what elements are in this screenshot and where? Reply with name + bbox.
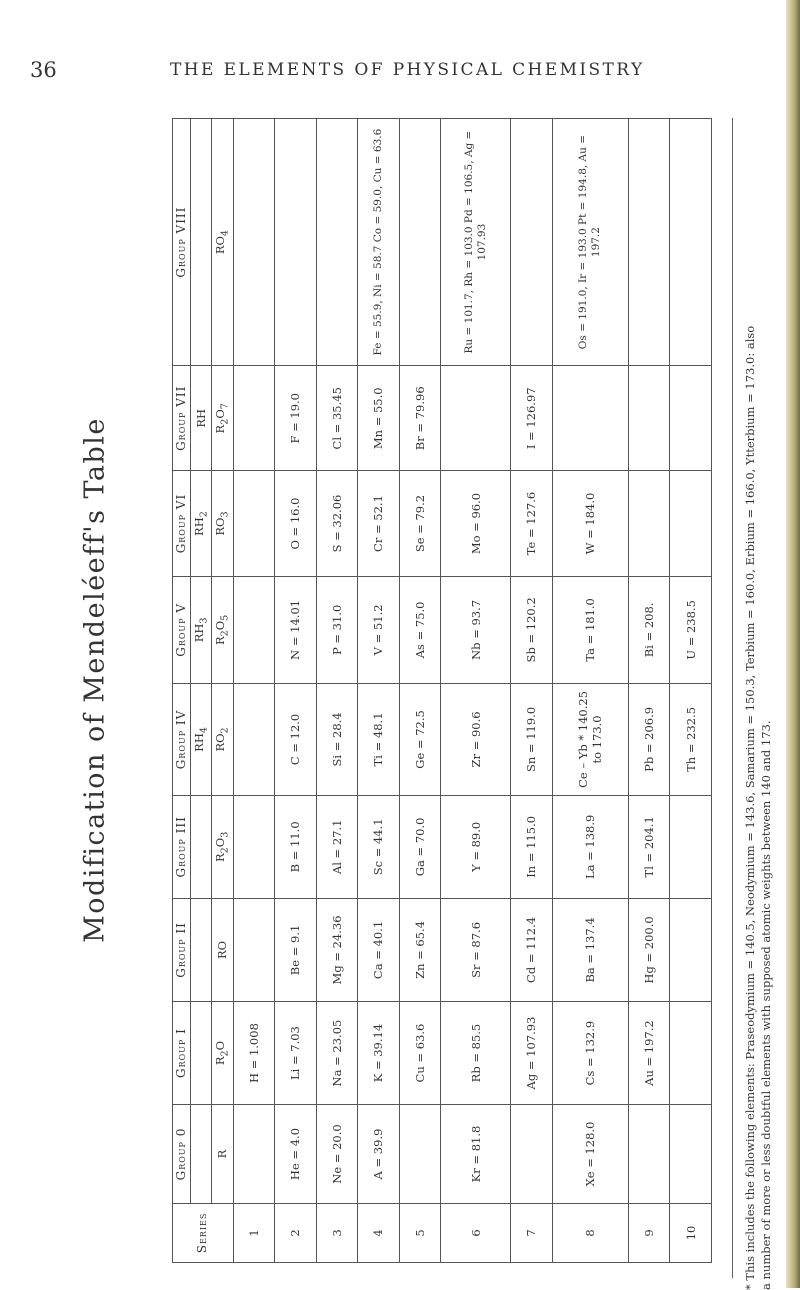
table-row — [399, 119, 441, 1263]
element-cell: Be = 9.1 — [275, 898, 317, 1001]
element-cell: H = 1.008 — [233, 1002, 275, 1105]
element-cell: Bi = 208. — [628, 576, 670, 683]
element-cell: Ti = 48.1 — [358, 684, 400, 796]
table-row — [670, 119, 712, 1263]
element-cell — [670, 119, 712, 366]
element-cell: K = 39.14 — [358, 1002, 400, 1105]
hydride-formula-4: $RH_4$ — [191, 684, 212, 796]
element-cell — [233, 366, 275, 471]
series-number: 1 — [233, 1203, 275, 1262]
element-cell: Ce – Yb * 140.25 to 173.0 — [552, 684, 628, 796]
element-cell — [552, 366, 628, 471]
element-cell: Hg = 200.0 — [628, 898, 670, 1001]
element-cell: Ca = 40.1 — [358, 898, 400, 1001]
series-number: 4 — [358, 1203, 400, 1262]
element-cell: Ag = 107.93 — [511, 1002, 553, 1105]
element-cell: Cu = 63.6 — [399, 1002, 441, 1105]
group-header-6: Group VI — [173, 471, 191, 576]
element-cell: F = 19.0 — [275, 366, 317, 471]
group-header-8: Group VIII — [173, 119, 191, 366]
element-cell — [628, 366, 670, 471]
hydride-formula-0 — [191, 1105, 212, 1204]
group-header-5: Group V — [173, 576, 191, 683]
element-cell — [316, 119, 358, 366]
periodic-table-container — [172, 118, 712, 1263]
table-row — [358, 119, 400, 1263]
element-cell: Tl = 204.1 — [628, 795, 670, 898]
group-header-0: Group 0 — [173, 1105, 191, 1204]
element-cell — [233, 1105, 275, 1204]
element-cell: U = 238.5 — [670, 576, 712, 683]
table-title: Modification of Mendeléeff's Table — [79, 417, 111, 943]
element-cell — [511, 119, 553, 366]
element-cell: Sn = 119.0 — [511, 684, 553, 796]
group-header-row — [173, 119, 191, 1263]
element-cell: Cd = 112.4 — [511, 898, 553, 1001]
element-cell — [670, 366, 712, 471]
element-cell — [275, 119, 317, 366]
element-cell — [399, 1105, 441, 1204]
element-cell — [670, 471, 712, 576]
element-cell — [628, 119, 670, 366]
element-cell: Ne = 20.0 — [316, 1105, 358, 1204]
group-header-3: Group III — [173, 795, 191, 898]
running-head: THE ELEMENTS OF PHYSICAL CHEMISTRY — [170, 60, 645, 80]
element-cell: Ba = 137.4 — [552, 898, 628, 1001]
footnote-rule — [732, 118, 733, 1278]
element-cell: Ge = 72.5 — [399, 684, 441, 796]
oxide-formula-3: $R_2O_3$ — [212, 795, 233, 898]
hydride-formula-1 — [191, 1002, 212, 1105]
element-cell: Cs = 132.9 — [552, 1002, 628, 1105]
element-cell: Br = 79.96 — [399, 366, 441, 471]
element-cell: Os = 191.0, Ir = 193.0 Pt = 194.8, Au = 197.2 — [552, 119, 628, 366]
element-cell: Te = 127.6 — [511, 471, 553, 576]
footnote-line-2: a number of more or less doubtful elements with supposed atomic weights between 140 and 173. — [759, 720, 773, 1290]
element-cell: Al = 27.1 — [316, 795, 358, 898]
element-cell: O = 16.0 — [275, 471, 317, 576]
table-row — [628, 119, 670, 1263]
hydride-row — [191, 119, 212, 1263]
element-cell: Rb = 85.5 — [441, 1002, 511, 1105]
element-cell: Na = 23.05 — [316, 1002, 358, 1105]
table-row — [511, 119, 553, 1263]
element-cell — [233, 795, 275, 898]
element-cell — [628, 471, 670, 576]
element-cell: N = 14.01 — [275, 576, 317, 683]
series-number: 3 — [316, 1203, 358, 1262]
element-cell: P = 31.0 — [316, 576, 358, 683]
element-cell: Mg = 24.36 — [316, 898, 358, 1001]
hydride-formula-8 — [191, 119, 212, 366]
element-cell: Xe = 128.0 — [552, 1105, 628, 1204]
element-cell: Th = 232.5 — [670, 684, 712, 796]
element-cell — [628, 1105, 670, 1204]
hydride-formula-6: $RH_2$ — [191, 471, 212, 576]
element-cell: Nb = 93.7 — [441, 576, 511, 683]
element-cell: S = 32.06 — [316, 471, 358, 576]
page-number: 36 — [30, 58, 57, 82]
element-cell: Mn = 55.0 — [358, 366, 400, 471]
element-cell: Cl = 35.45 — [316, 366, 358, 471]
oxide-formula-7: $R_2O_7$ — [212, 366, 233, 471]
series-number: 8 — [552, 1203, 628, 1262]
element-cell — [233, 471, 275, 576]
mendeleeff-table — [172, 118, 712, 1263]
oxide-formula-0: R — [212, 1105, 233, 1204]
element-cell: Sc = 44.1 — [358, 795, 400, 898]
element-cell: A = 39.9 — [358, 1105, 400, 1204]
rotated-table — [172, 118, 712, 1263]
element-cell: La = 138.9 — [552, 795, 628, 898]
element-cell: Zn = 65.4 — [399, 898, 441, 1001]
oxide-formula-1: $R_2O$ — [212, 1002, 233, 1105]
series-number: 5 — [399, 1203, 441, 1262]
series-number: 7 — [511, 1203, 553, 1262]
element-cell: Sr = 87.6 — [441, 898, 511, 1001]
element-cell: Kr = 81.8 — [441, 1105, 511, 1204]
element-cell: Li = 7.03 — [275, 1002, 317, 1105]
element-cell: C = 12.0 — [275, 684, 317, 796]
element-cell: Si = 28.4 — [316, 684, 358, 796]
scan-page-edge — [786, 0, 800, 1288]
element-cell — [511, 1105, 553, 1204]
element-cell: Pb = 206.9 — [628, 684, 670, 796]
series-number: 2 — [275, 1203, 317, 1262]
element-cell: I = 126.97 — [511, 366, 553, 471]
element-cell — [670, 1002, 712, 1105]
footnote-line-1: * This includes the following elements: Praseodymium = 140.5, Neodymium = 143.6, Samarium = 150.3, Terbium = 160.0, Erbium = 166.0, Ytterbium = 173.0: also — [743, 325, 757, 1290]
series-header: Series — [173, 1203, 234, 1262]
element-cell: Cr = 52.1 — [358, 471, 400, 576]
series-number: 9 — [628, 1203, 670, 1262]
element-cell: Sb = 120.2 — [511, 576, 553, 683]
element-cell — [399, 119, 441, 366]
element-cell: Ru = 101.7, Rh = 103.0 Pd = 106.5, Ag = 107.93 — [441, 119, 511, 366]
table-row — [233, 119, 275, 1263]
group-header-4: Group IV — [173, 684, 191, 796]
element-cell — [670, 1105, 712, 1204]
element-cell: V = 51.2 — [358, 576, 400, 683]
element-cell: Mo = 96.0 — [441, 471, 511, 576]
element-cell: Ta = 181.0 — [552, 576, 628, 683]
footnote — [742, 90, 774, 1290]
element-cell: Y = 89.0 — [441, 795, 511, 898]
series-number: 6 — [441, 1203, 511, 1262]
hydride-formula-7: RH — [191, 366, 212, 471]
element-cell — [233, 898, 275, 1001]
element-cell: Ga = 70.0 — [399, 795, 441, 898]
hydride-formula-5: $RH_3$ — [191, 576, 212, 683]
oxide-formula-5: $R_2O_5$ — [212, 576, 233, 683]
hydride-formula-3 — [191, 795, 212, 898]
group-header-2: Group II — [173, 898, 191, 1001]
element-cell: Au = 197.2 — [628, 1002, 670, 1105]
oxide-formula-4: $RO_2$ — [212, 684, 233, 796]
page-header — [30, 58, 770, 92]
table-row — [552, 119, 628, 1263]
oxide-formula-8: $RO_4$ — [212, 119, 233, 366]
element-cell — [670, 898, 712, 1001]
hydride-formula-2 — [191, 898, 212, 1001]
element-cell: Fe = 55.9, Ni = 58.7 Co = 59.0, Cu = 63.6 — [358, 119, 400, 366]
table-row — [441, 119, 511, 1263]
element-cell: He = 4.0 — [275, 1105, 317, 1204]
group-header-7: Group VII — [173, 366, 191, 471]
element-cell: As = 75.0 — [399, 576, 441, 683]
group-header-1: Group I — [173, 1002, 191, 1105]
element-cell — [233, 119, 275, 366]
oxide-formula-6: $RO_3$ — [212, 471, 233, 576]
element-cell — [670, 795, 712, 898]
element-cell: W = 184.0 — [552, 471, 628, 576]
series-number: 10 — [670, 1203, 712, 1262]
element-cell — [441, 366, 511, 471]
oxide-row — [212, 119, 233, 1263]
element-cell: B = 11.0 — [275, 795, 317, 898]
element-cell — [233, 576, 275, 683]
table-row — [275, 119, 317, 1263]
table-row — [316, 119, 358, 1263]
element-cell: Zr = 90.6 — [441, 684, 511, 796]
oxide-formula-2: RO — [212, 898, 233, 1001]
element-cell: Se = 79.2 — [399, 471, 441, 576]
element-cell — [233, 684, 275, 796]
element-cell: In = 115.0 — [511, 795, 553, 898]
table-body — [233, 119, 711, 1263]
